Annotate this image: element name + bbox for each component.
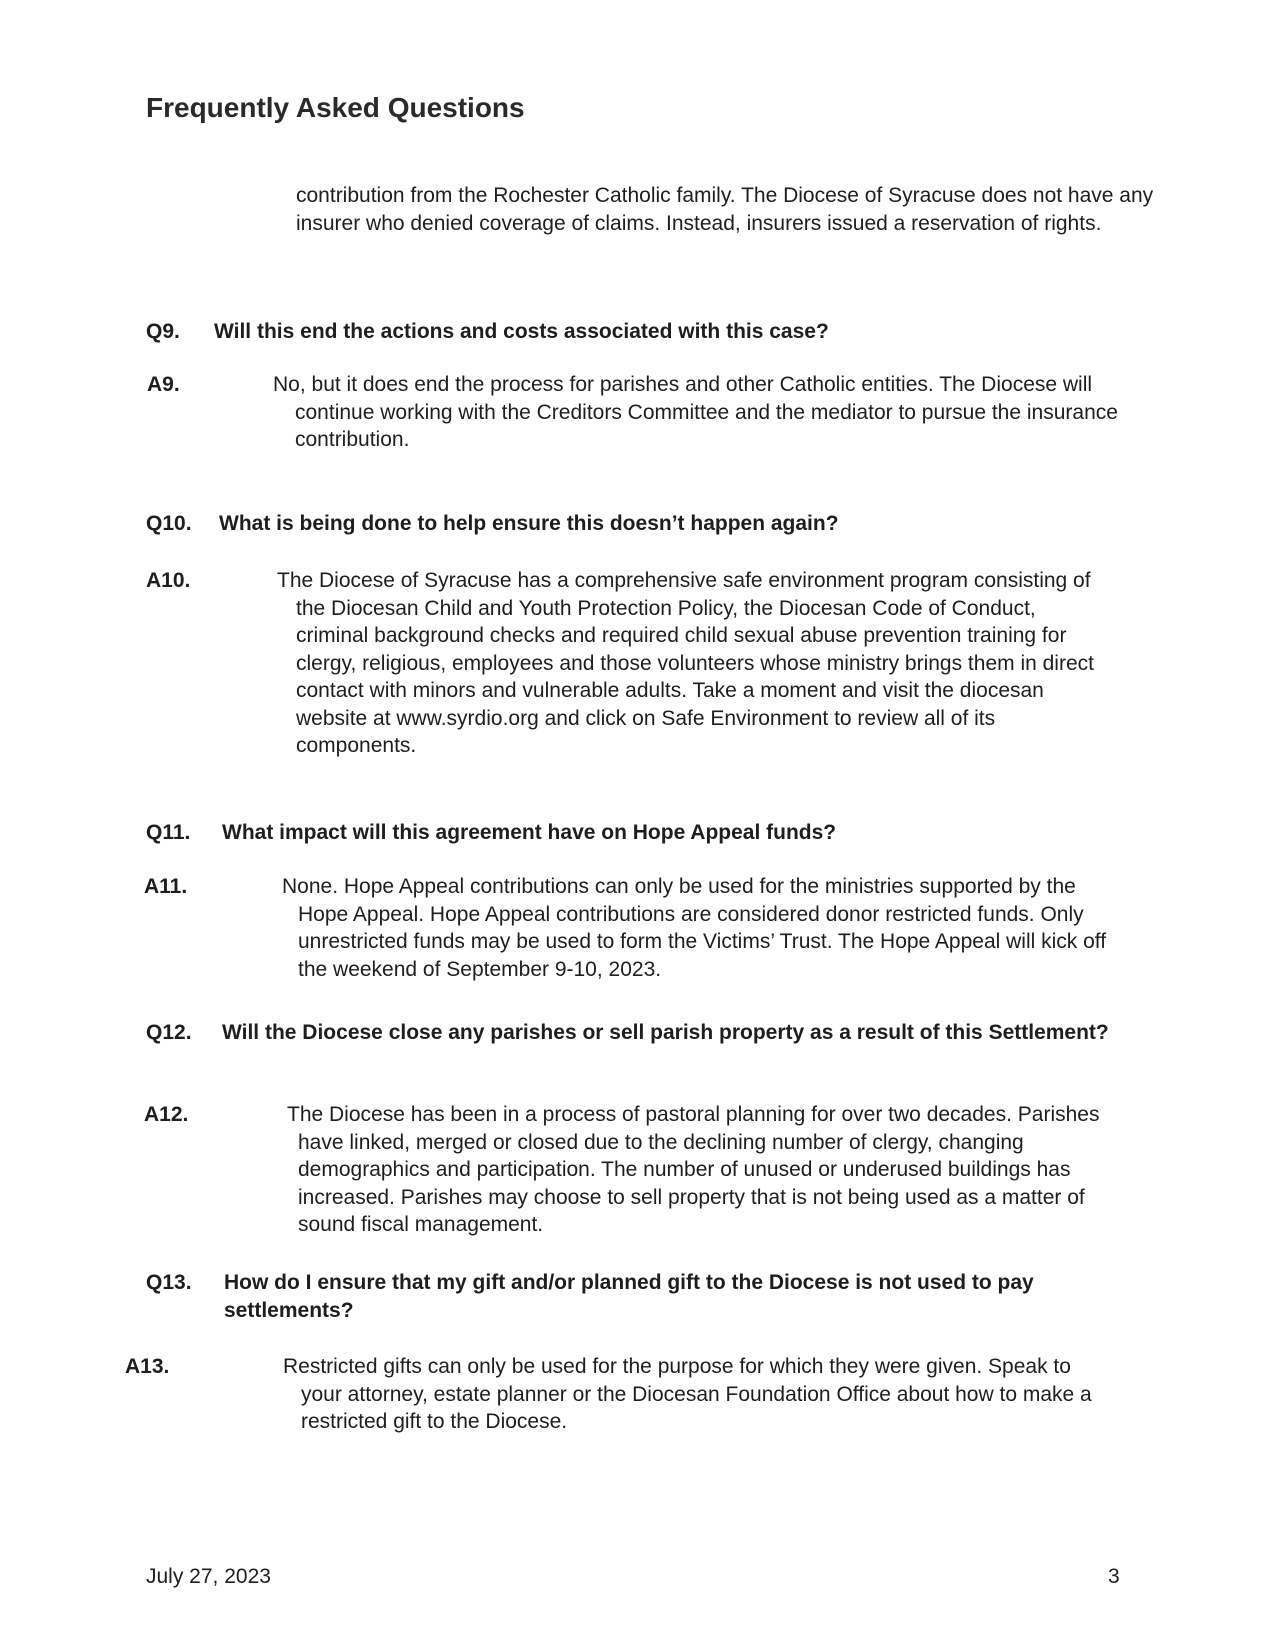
question-10 — [146, 510, 1146, 538]
question-text: Will the Diocese close any parishes or sell parish property as a result of this Settlement? — [222, 1021, 1109, 1044]
answer-number: A13. — [125, 1355, 170, 1378]
answer-text: No, but it does end the process for parishes and other Catholic entities. The Diocese will continue working with the Creditors Committee and the mediator to pursue the insurance contribution. — [273, 373, 1118, 451]
answer-9 — [147, 371, 1121, 454]
answer-11 — [144, 873, 1126, 983]
page-number: 3 — [1108, 1565, 1120, 1588]
question-text: What is being done to help ensure this doesn’t happen again? — [219, 512, 839, 535]
answer-13 — [125, 1353, 1103, 1436]
answer-text: Restricted gifts can only be used for the purpose for which they were given. Speak to your attorney, estate planner or the Diocesan Foundation Office about how to make a restricted gift to the Diocese. — [283, 1355, 1092, 1433]
question-9 — [146, 318, 1146, 346]
answer-number: A9. — [147, 373, 180, 396]
question-text: What impact will this agreement have on Hope Appeal funds? — [222, 821, 837, 844]
answer-text: The Diocese has been in a process of pastoral planning for over two decades. Parishes have linked, merged or closed due to the declining number of clergy, changing demographics and participation. The number of unused or underused buildings has increased. Parishes may choose to sell property that is not being used as a matter of sound fiscal management. — [287, 1103, 1100, 1236]
question-text: How do I ensure that my gift and/or planned gift to the Diocese is not used to pay settlements? — [224, 1271, 1034, 1322]
answer-number: A12. — [144, 1103, 189, 1126]
question-11 — [146, 819, 1146, 847]
answer-12 — [144, 1101, 1131, 1239]
page-title: Frequently Asked Questions — [146, 92, 525, 123]
question-number: Q9. — [146, 320, 180, 343]
answer-10 — [146, 567, 1101, 760]
question-12 — [146, 1019, 1111, 1047]
answer-text: None. Hope Appeal contributions can only be used for the ministries supported by the Hope Appeal. Hope Appeal contributions are considered donor restricted funds. Only unrestricted funds may be used to form the Victims’ Trust. The Hope Appeal will kick off the weekend of September 9-10, 2023. — [282, 875, 1107, 981]
question-number: Q13. — [146, 1271, 192, 1294]
question-13 — [146, 1269, 1106, 1325]
question-text: Will this end the actions and costs associated with this case? — [214, 320, 829, 343]
continued-answer-text: contribution from the Rochester Catholic family. The Diocese of Syracuse does not have any insurer who denied coverage of claims. Instead, insurers issued a reservation of rights. — [296, 184, 1154, 235]
answer-number: A11. — [144, 875, 188, 898]
footer-date: July 27, 2023 — [146, 1565, 271, 1588]
question-number: Q12. — [146, 1021, 192, 1044]
answer-number: A10. — [146, 569, 191, 592]
question-number: Q10. — [146, 512, 192, 535]
answer-text: The Diocese of Syracuse has a comprehensive safe environment program consisting of the Diocesan Child and Youth Protection Policy, the Diocesan Code of Conduct, criminal background checks and required child sexual abuse prevention training for clergy, religious, employees and those volunteers whose ministry brings them in direct contact with minors and vulnerable adults. Take a moment and visit the diocesan website at www.syrdio.org and click on Safe Environment to review all of its components. — [277, 569, 1094, 757]
question-number: Q11. — [146, 821, 191, 844]
